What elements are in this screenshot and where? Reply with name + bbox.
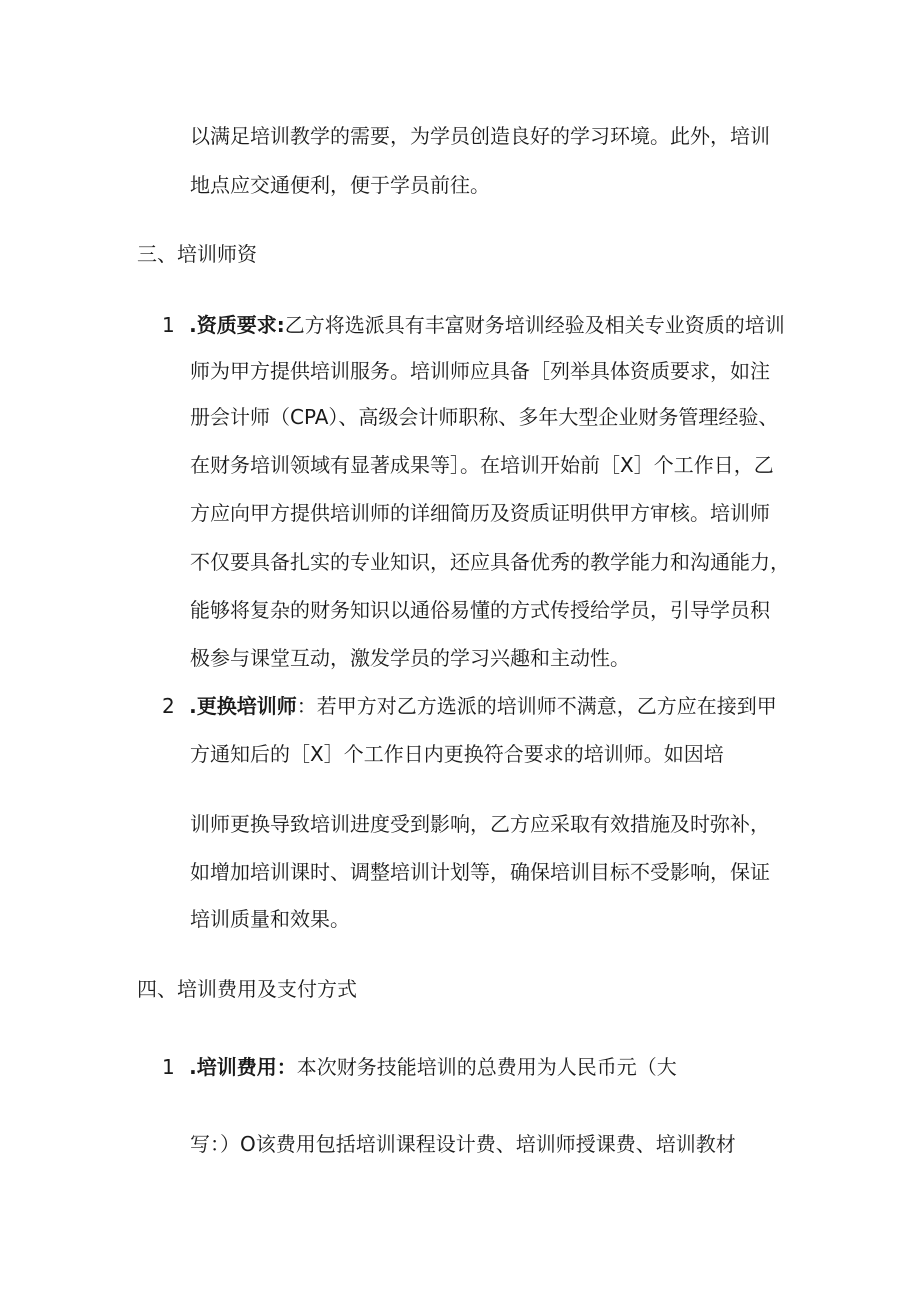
paragraph-line: 写：）O该费用包括培训课程设计费、培训师授课费、培训教材 (190, 1132, 736, 1156)
list-item-first-line (162, 1053, 677, 1081)
list-number: 1 (162, 313, 175, 337)
section-heading: 四、培训费用及支付方式 (137, 977, 357, 1001)
paragraph-line: 以满足培训教学的需要，为学员创造良好的学习环境。此外，培训 (190, 124, 770, 148)
section-heading: 三、培训师资 (137, 242, 257, 266)
list-number: 1 (162, 1055, 175, 1079)
paragraph-line: 方通知后的［X］个工作日内更换符合要求的培训师。如因培 (190, 742, 724, 766)
paragraph-line: 师为甲方提供培训服务。培训师应具备［列举具体资质要求，如注 (190, 359, 770, 383)
paragraph-line: 极参与课堂互动，激发学员的学习兴趣和主动性。 (190, 646, 630, 670)
item-label: .资质要求: (189, 313, 285, 337)
list-item-first-line (162, 311, 785, 339)
paragraph-line: 方应向甲方提供培训师的详细简历及资质证明供甲方审核。培训师 (190, 501, 770, 525)
paragraph-line: 在财务培训领域有显著成果等］。在培训开始前［X］个工作日，乙 (190, 453, 774, 477)
paragraph-line: 册会计师（CPA）、高级会计师职称、多年大型企业财务管理经验、 (190, 405, 779, 429)
list-item-first-line (162, 692, 777, 720)
paragraph-line: 不仅要具备扎实的专业知识，还应具备优秀的教学能力和沟通能力， (190, 550, 790, 574)
paragraph-line: 训师更换导致培训进度受到影响，乙方应采取有效措施及时弥补， (190, 812, 770, 836)
item-text: ：若甲方对乙方选派的培训师不满意，乙方应在接到甲 (296, 694, 777, 718)
item-label: .培训费用： (189, 1055, 297, 1079)
paragraph-line: 如增加培训课时、调整培训计划等，确保培训目标不受影响，保证 (190, 860, 770, 884)
paragraph-line: 能够将复杂的财务知识以通俗易懂的方式传授给学员，引导学员积 (190, 598, 770, 622)
paragraph-line: 地点应交通便利，便于学员前往。 (190, 173, 490, 197)
paragraph-line: 培训质量和效果。 (190, 907, 350, 931)
list-number: 2 (162, 694, 175, 718)
item-text: 乙方将选派具有丰富财务培训经验及相关专业资质的培训 (284, 313, 785, 337)
item-text: 本次财务技能培训的总费用为人民币元（大 (296, 1055, 677, 1079)
item-label: .更换培训师 (189, 694, 297, 718)
